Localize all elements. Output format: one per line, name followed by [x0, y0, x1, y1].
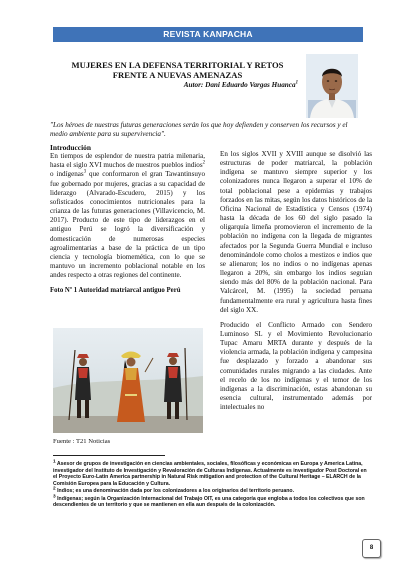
section-heading: Introducción	[50, 143, 91, 152]
article-author	[128, 81, 298, 90]
author-label: Autor:	[183, 81, 206, 89]
matriarchal-authority-image	[53, 328, 203, 433]
figure-caption: Foto Nº 1 Autoridad matriarcal antiguo Perú	[50, 287, 181, 295]
footnote-3-text: Indígenas; según la Organización Internacional del Trabajo OIT, es una categoría que engloba a todos los colectivos que son descendientes de un territorio y que se mantienen en ella aun después de la colonización.	[53, 495, 365, 509]
author-name: Dani Eduardo Vargas Huanca	[205, 81, 296, 89]
epigraph-quote: "Los héroes de nuestras futuras generaciones serán los que hoy defienden y conserven los recursos y el medio ambiente para su supervivencia".	[50, 121, 348, 139]
page-number: 8	[362, 539, 381, 558]
footnote-1	[53, 461, 368, 488]
right-paragraph-1: En los siglos XVII y XVIII aunque se disolvió las estructuras de poder matriarcal, la población indígena se mantuvo siempre superior y los colonizadores nunca llegaron a superar el 10% de total poblacional pese a epidemias y trabajos forzados en las mitas, según los datos históricos de la Oficina Nacional de Estadística y Censos (1974) hasta la década de los 60 del siglo pasado la oligarquía limeña promovieron el incremento de la población no indígena con la llegada de migrantes afectados por la Segunda Guerra Mundial e incluso denominándole como cholos a mestizos e indios que se alienaron; los no indios o no indígenas apenas llegaron a 20%, sin embargo los indios seguían siendo más del 80% de la población nacional. Para Valcárcel, M. (1995) la sociedad peruana fundamentalmente era rural y agricultura hasta fines del siglo XX.	[220, 150, 372, 314]
intro-text-c: que conformaron el gran Tawantinsuyo fue gobernado por mujeres, gracias a su capacidad de liderazgo (Alvarado-Escudero, 2015) y los sofisticados conocimientos nutricionales para la crianza de las futuras generaciones (Villavicencio, M. 2017). Producto de este tipo de liderazgos en el antiguo Perú se logró la diversificación y domesticación de numerosas especies agroalimentarias a base de la práctica de un tipo ciencia y tecnología biomemética, con lo que se mantuvo un incremento poblacional notable en los andes respecto a otras regiones del continente.	[50, 170, 205, 280]
footnote-3	[53, 493, 368, 509]
figure-photo	[53, 328, 203, 433]
footnote-2	[53, 488, 368, 495]
footnote-2-text: Indios; es una denominación dada por los colonizadores a los originarios del territorio peruano.	[55, 488, 295, 495]
footnote-1-text: Asesor de grupos de investigación en ciencias ambientales, sociales, filosóficas y económicas en Europa y America Latina, investigador del Instituto de Investigación y Revaloración de Culturas Indígenas. Actualmente es investigador Post Doctoral en el Proyecto Euro-Latin America partnership in Natural Risk mitigation and protection of the Cultural Heritage – ELARCH de la Comisión Europea para la Educación y Cultura.	[53, 461, 367, 488]
author-portrait-image	[306, 54, 358, 118]
figure-source: Fuente : T21 Noticias	[53, 438, 111, 445]
right-paragraph-2: Producido el Conflicto Armado con Sendero Luminoso SL y el Movimiento Revolucionario Tupac Amaru MRTA durante y después de la violencia armada, la población indígena y campesina fue desplazado y forzado a abandonar sus comunidades rurales migrando a las ciudades. Ante el recelo de los no indígenas y el temor de los indígenas a la discriminación, estas abandonan su esencia cultural, instrumentado además por intelectuales no	[220, 320, 372, 412]
footnote-2-number: 2	[53, 486, 56, 492]
footnote-3-number: 3	[53, 493, 56, 499]
footnote-ref-3: 3	[83, 170, 87, 176]
author-footnote-ref: 1	[295, 80, 298, 86]
right-column	[220, 150, 372, 418]
intro-paragraph	[50, 152, 205, 280]
footnote-separator	[53, 455, 165, 456]
magazine-banner: REVISTA KANPACHA	[53, 27, 363, 42]
footnote-1-number: 1	[53, 459, 56, 465]
intro-text-a: En tiempos de esplendor de nuestra patria milenaria, hasta el siglo XVI muchos de nuestros pueblos indios	[50, 152, 205, 170]
footnotes	[53, 461, 368, 509]
article-title: MUJERES EN LA DEFENSA TERRITORIAL Y RETOS FRENTE A NUEVAS AMENAZAS	[71, 60, 284, 80]
footnote-ref-2: 2	[202, 160, 205, 166]
author-photo	[306, 54, 358, 118]
intro-text-b: o indígenas	[50, 170, 84, 179]
left-column	[50, 143, 205, 296]
